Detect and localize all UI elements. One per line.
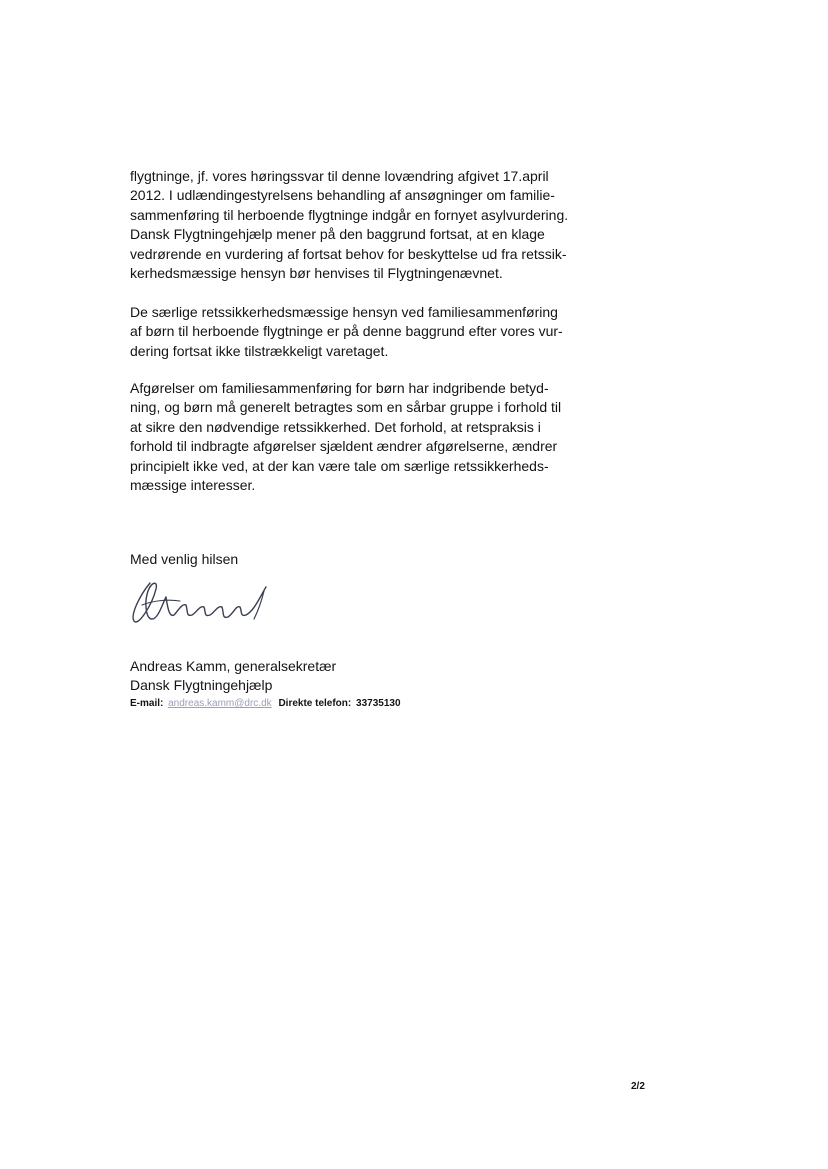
paragraph-line: forhold til indbragte afgørelser sjældent ændrer afgørelserne, ændrer [130,438,558,455]
paragraph-line: Dansk Flygtningehjælp mener på den baggrund fortsat, at en klage [130,226,545,243]
paragraph-line: vedrørende en vurdering af fortsat behov for beskyttelse ud fra retssik- [130,245,567,262]
paragraph-line: De særlige retssikkerhedsmæssige hensyn ved familiesammenføring [130,304,558,320]
sender-block [130,657,336,696]
paragraph-3 [130,379,600,495]
phone-number: 33735130 [356,698,401,709]
phone-label: Direkte telefon: [278,698,352,709]
email-label: E-mail: [130,698,164,709]
paragraph-line: at sikre den nødvendige retssikkerhed. Det forhold, at retspraksis i [130,418,541,435]
paragraph-line: ning, og børn må generelt betragtes som en sårbar gruppe i forhold til [130,399,562,416]
paragraph-line: kerhedsmæssige hensyn bør henvises til Flygtningenævnet. [130,265,503,282]
paragraph-1 [130,167,600,283]
paragraph-line: dering fortsat ikke tilstrækkeligt varetaget. [130,342,389,359]
paragraph-2 [130,303,600,361]
paragraph-line: flygtninge, jf. vores høringssvar til denne lovændring afgivet 17.april [130,168,549,184]
paragraph-line: principielt ikke ved, at der kan være tale om særlige retssikkerheds- [130,457,549,474]
contact-line [130,697,401,711]
sender-name-title: Andreas Kamm, generalsekretær [130,658,337,674]
handwritten-signature [122,575,272,635]
page-number: 2/2 [631,1081,645,1092]
paragraph-line: Afgørelser om familiesammenføring for børn har indgribende betyd- [130,380,549,396]
signature-icon [122,575,272,635]
email-link[interactable]: andreas.kamm@drc.dk [168,698,272,709]
closing-salutation: Med venlig hilsen [130,551,239,567]
paragraph-line: af børn til herboende flygtninge er på denne baggrund efter vores vur- [130,323,563,340]
sender-organization: Dansk Flygtningehjælp [130,677,273,694]
paragraph-line: mæssige interesser. [130,477,256,494]
paragraph-line: 2012. I udlændingestyrelsens behandling af ansøgninger om familie- [130,187,555,204]
paragraph-line: sammenføring til herboende flygtninge indgår en fornyet asylvurdering. [130,206,569,223]
